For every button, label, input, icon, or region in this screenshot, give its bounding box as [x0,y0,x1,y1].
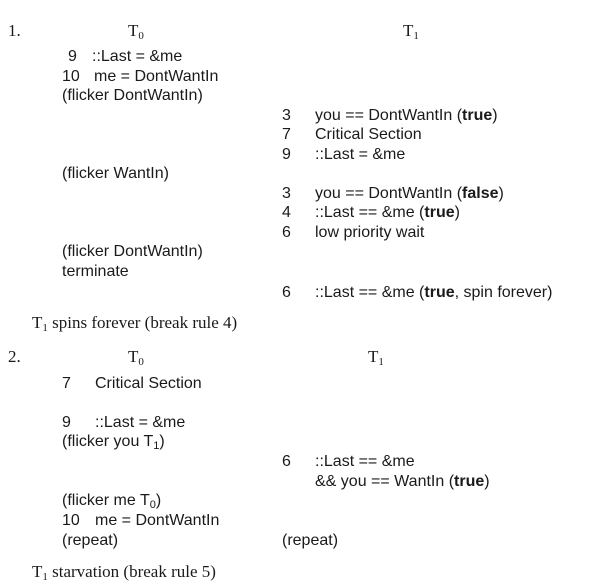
column-header-t0: $T_0$ [128,347,144,368]
code-statement: ::Last = &me [95,414,186,431]
code-statement: && you == WantIn (true) [315,473,490,490]
code-statement: ::Last == &me (true, spin forever) [315,284,553,301]
code-statement: ::Last = &me [92,48,183,65]
flicker-note: (flicker me $T_0$) [62,492,162,511]
code-statement: low priority wait [315,224,425,241]
column-header-t1: $T_1$ [403,21,419,42]
line-number: 7 [282,126,291,143]
line-number: 4 [282,204,291,221]
flicker-note: (flicker DontWantIn) [62,87,203,104]
column-header-t1: $T_1$ [368,347,384,368]
line-number: 7 [62,375,71,392]
repeat-note: (repeat) [282,532,339,549]
example-1-number: 1. [8,21,21,40]
line-number: 9 [282,146,291,163]
line-number: 6 [282,224,291,241]
code-statement: ::Last = &me [315,146,406,163]
example-2-number: 2. [8,347,21,366]
column-header-t0: $T_0$ [128,21,144,42]
line-number: 9 [62,414,71,431]
flicker-note: (flicker you $T_1$) [62,433,165,452]
code-statement: you == DontWantIn (true) [315,107,498,124]
line-number: 10 [62,68,80,85]
repeat-note: (repeat) [62,532,119,549]
line-number: 9 [68,48,77,65]
code-statement: Critical Section [315,126,422,143]
example-2-summary: $T_1$ starvation (break rule 5) [32,562,216,583]
flicker-note: (flicker WantIn) [62,165,169,182]
code-statement: me = DontWantIn [95,512,220,529]
code-statement: Critical Section [95,375,202,392]
code-statement: me = DontWantIn [94,68,219,85]
code-statement: you == DontWantIn (false) [315,185,504,202]
code-statement: ::Last == &me (true) [315,204,460,221]
code-statement: ::Last == &me [315,453,415,470]
line-number: 6 [282,284,291,301]
flicker-note: (flicker DontWantIn) [62,243,203,260]
line-number: 10 [62,512,80,529]
line-number: 3 [282,107,291,124]
terminate-note: terminate [62,263,129,280]
line-number: 3 [282,185,291,202]
example-1-summary: $T_1$ spins forever (break rule 4) [32,313,238,334]
line-number: 6 [282,453,291,470]
